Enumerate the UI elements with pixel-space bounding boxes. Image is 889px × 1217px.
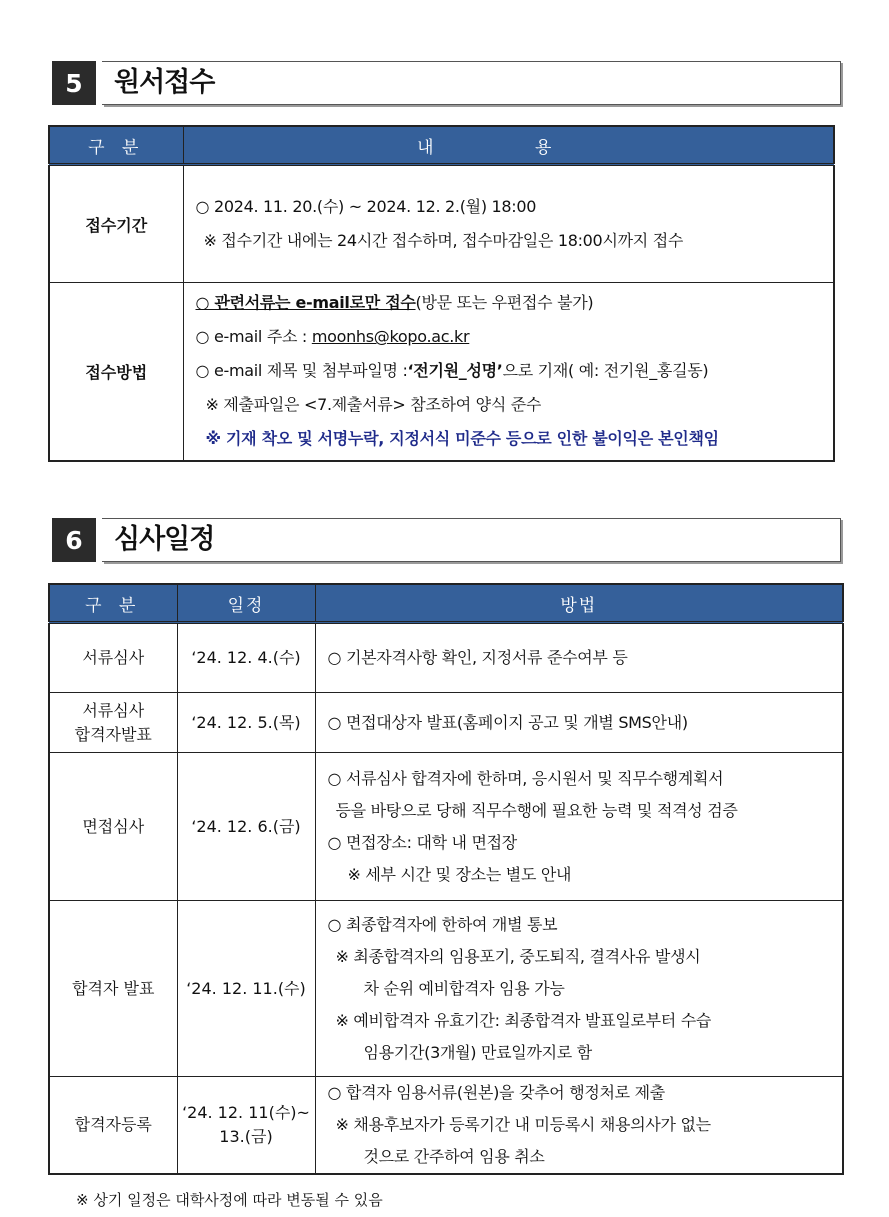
- method-line: ○ 합격자 임용서류(원본)을 갖추어 행정처로 제출: [327, 1083, 665, 1102]
- row-method: [315, 753, 843, 901]
- period-line-1: ○ 2024. 11. 20.(수) ~ 2024. 12. 2.(월) 18:00: [195, 197, 537, 216]
- row-method: [315, 623, 843, 693]
- method-line-2: [196, 320, 834, 354]
- method-line: ○ 면접대상자 발표(홈페이지 공고 및 개별 SMS안내): [327, 712, 688, 732]
- method-line-3: [196, 354, 834, 388]
- method-line: ※ 채용후보자가 등록기간 내 미등록시 채용의사가 없는: [335, 1115, 711, 1134]
- method-line: ○ 최종합격자에 한하여 개별 통보: [327, 914, 558, 934]
- email-label: ○ e-mail 주소 :: [195, 327, 312, 347]
- row-date-line-2: 13.(금): [219, 1127, 273, 1146]
- schedule-table: [48, 583, 844, 1175]
- row-method: [315, 901, 843, 1077]
- row-date: ‘24. 12. 11.(수): [177, 901, 315, 1077]
- table-row: [49, 623, 843, 693]
- section-6-header: [52, 518, 841, 562]
- row-date: ‘24. 12. 5.(목): [177, 693, 315, 753]
- section-5-title: 원서접수: [114, 67, 215, 98]
- table-row: [49, 693, 843, 753]
- section-5-title-bar: [102, 61, 841, 105]
- method-content: [183, 283, 834, 461]
- row-method: [315, 1077, 843, 1175]
- row-label: 서류심사: [49, 623, 177, 693]
- section-6-title: 심사일정: [114, 524, 215, 555]
- method-line: 차 순위 예비합격자 임용 가능: [363, 978, 565, 998]
- application-table: [48, 125, 835, 462]
- header-category: 구 분: [49, 584, 177, 623]
- row-label: [49, 693, 177, 753]
- period-content: [183, 165, 834, 283]
- header-method: 방법: [315, 584, 843, 623]
- section-6-title-bar: [102, 518, 841, 562]
- row-label-line-1: 서류심사: [82, 700, 145, 720]
- method-label: 접수방법: [49, 283, 183, 461]
- method-line: 임용기간(3개월) 만료일까지로 함: [363, 1042, 592, 1062]
- table-row: [49, 753, 843, 901]
- method-line: ※ 세부 시간 및 장소는 별도 안내: [347, 864, 572, 884]
- header-category: 구 분: [49, 126, 183, 165]
- row-date-line-1: ‘24. 12. 11(수)~: [182, 1103, 310, 1122]
- row-date: ‘24. 12. 6.(금): [177, 753, 315, 901]
- subject-example: 으로 기재( 예: 전기원_홍길동): [502, 361, 709, 381]
- method-line-1: [196, 286, 834, 320]
- subject-label: ○ e-mail 제목 및 첨부파일명 :: [195, 361, 408, 381]
- method-line: 것으로 간주하여 임용 취소: [363, 1147, 545, 1166]
- schedule-footnote: ※ 상기 일정은 대학사정에 따라 변동될 수 있음: [76, 1191, 383, 1209]
- row-date: [177, 1077, 315, 1175]
- section-6-number: 6: [52, 518, 96, 562]
- method-line: ※ 최종합격자의 임용포기, 중도퇴직, 결격사유 발생시: [335, 946, 701, 966]
- header-date: 일정: [177, 584, 315, 623]
- email-link[interactable]: moonhs@kopo.ac.kr: [311, 327, 470, 347]
- row-method: [315, 693, 843, 753]
- no-visit-notice: (방문 또는 우편접수 불가): [415, 293, 594, 313]
- row-label: 면접심사: [49, 753, 177, 901]
- method-line: ○ 면접장소: 대학 내 면접장: [327, 832, 517, 852]
- header-content: 내 용: [183, 126, 834, 165]
- method-line: ○ 서류심사 합격자에 한하며, 응시원서 및 직무수행계획서: [327, 768, 724, 788]
- period-label: 접수기간: [49, 165, 183, 283]
- method-line-5: ※ 기재 착오 및 서명누락, 지정서식 미준수 등으로 인한 불이익은 본인책임: [205, 429, 719, 449]
- row-date: ‘24. 12. 4.(수): [177, 623, 315, 693]
- email-only-notice: ○ 관련서류는 e-mail로만 접수: [195, 293, 416, 313]
- method-line-4: ※ 제출파일은 <7.제출서류> 참조하여 양식 준수: [205, 395, 542, 415]
- row-label-line-2: 합격자발표: [74, 724, 152, 744]
- method-line: 등을 바탕으로 당해 직무수행에 필요한 능력 및 적격성 검증: [335, 800, 738, 820]
- table-row: [49, 1077, 843, 1175]
- subject-format: ‘전기원_성명’: [407, 361, 503, 381]
- row-label: 합격자 발표: [49, 901, 177, 1077]
- method-line: ※ 예비합격자 유효기간: 최종합격자 발표일로부터 수습: [335, 1010, 712, 1030]
- section-5-number: 5: [52, 61, 96, 105]
- section-5-header: [52, 61, 841, 105]
- table-row: [49, 901, 843, 1077]
- row-label: 합격자등록: [49, 1077, 177, 1175]
- period-line-2: ※ 접수기간 내에는 24시간 접수하며, 접수마감일은 18:00시까지 접수: [203, 231, 684, 250]
- method-line: ○ 기본자격사항 확인, 지정서류 준수여부 등: [327, 648, 628, 667]
